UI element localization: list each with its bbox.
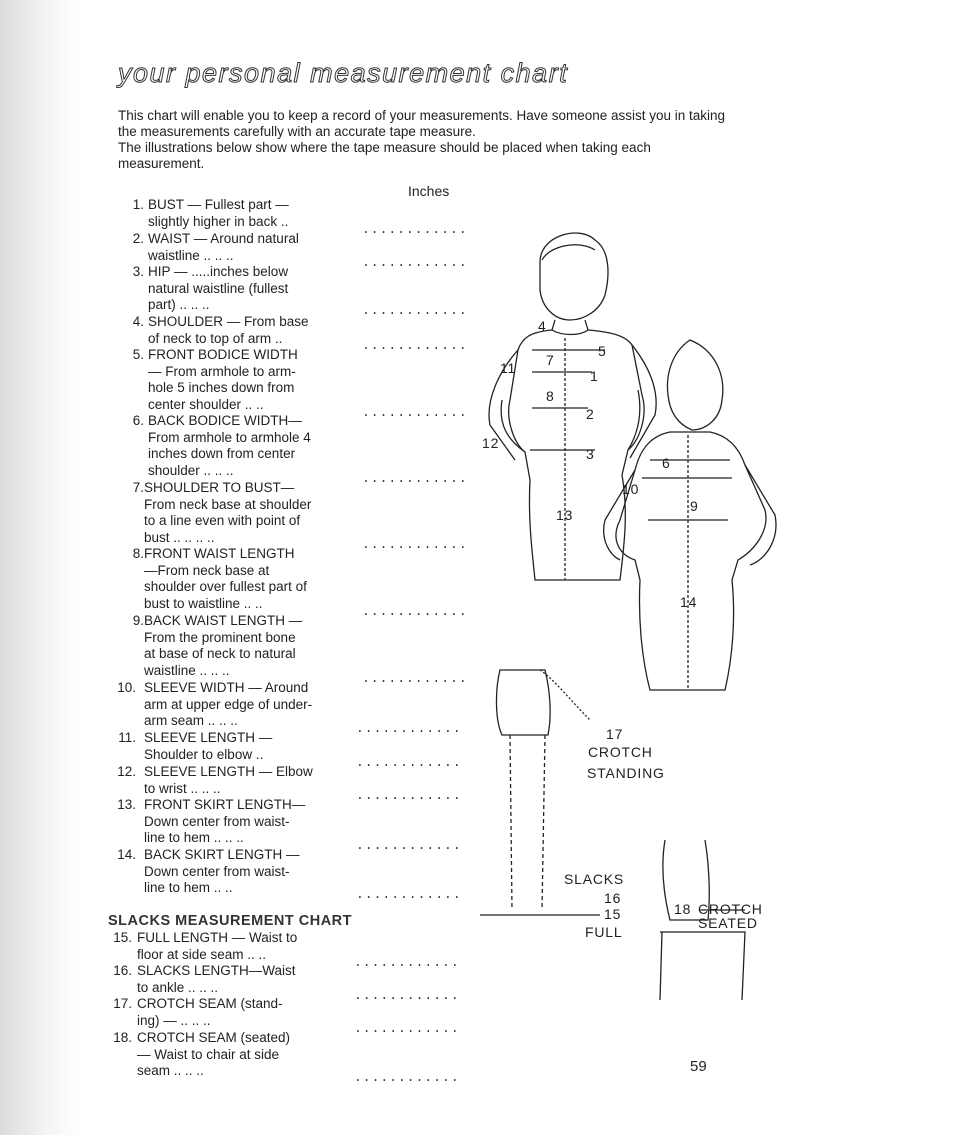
measurement-label: SHOULDER TO BUST— From neck base at shoulder to a line even with point of bust .. .. .. .. <box>144 480 312 545</box>
measurement-number: 15. <box>113 930 132 945</box>
full-label: FULL <box>585 924 623 940</box>
measurement-number: 2. <box>132 231 144 246</box>
measurement-label: SLEEVE LENGTH — Shoulder to elbow .. <box>144 730 273 762</box>
figure-number-4: 4 <box>538 318 547 334</box>
crotch-standing-label-1: CROTCH <box>588 744 653 760</box>
figure-number-18: 18 <box>674 901 692 917</box>
measurement-number: 18. <box>113 1030 132 1045</box>
measurement-entry-blank[interactable]: ............ <box>356 838 462 853</box>
figure-number-7: 7 <box>546 352 555 368</box>
figure-number-5: 5 <box>598 343 607 359</box>
measurement-label: SLACKS LENGTH—Waist to ankle .. .. .. <box>137 963 296 995</box>
figure-number-9: 9 <box>690 498 699 514</box>
measurement-number: 3. <box>132 264 144 279</box>
page-number: 59 <box>690 1058 707 1075</box>
measurement-label: BACK SKIRT LENGTH — Down center from waist- line to hem .. .. <box>144 847 300 896</box>
measurement-entry-blank[interactable]: ............ <box>362 338 468 353</box>
intro-paragraph-1: This chart will enable you to keep a record of your measurements. Have someone assist you in taking the measurements carefully with an accurate tape measure. <box>118 108 726 139</box>
measurement-number: 12. <box>117 764 136 779</box>
figure-number-6: 6 <box>662 455 671 471</box>
measurement-entry-blank[interactable]: ............ <box>362 222 468 237</box>
measurement-label: BACK WAIST LENGTH — From the prominent bone at base of neck to natural waistline .. .. .. <box>144 613 303 678</box>
front-figure <box>489 233 656 580</box>
measurement-entry-blank[interactable]: ............ <box>362 471 468 486</box>
crotch-seated-label-2: SEATED <box>698 915 758 931</box>
figure-number-8: 8 <box>546 388 555 404</box>
measurement-number: 11. <box>118 730 136 745</box>
measurement-label: FRONT SKIRT LENGTH— Down center from waist- line to hem .. .. .. <box>144 797 306 846</box>
measurement-entry-blank[interactable]: ............ <box>354 1070 460 1085</box>
figure-number-2: 2 <box>586 406 595 422</box>
figure-number-11: 11 <box>500 360 517 376</box>
crotch-seated-label-1: CROTCH <box>698 901 763 917</box>
measurement-entry-blank[interactable]: ............ <box>362 303 468 318</box>
measurement-entry-blank[interactable]: ............ <box>362 405 468 420</box>
measurement-label: SLEEVE WIDTH — Around arm at upper edge of under- arm seam .. .. .. <box>144 680 313 729</box>
measurement-label: SHOULDER — From base of neck to top of arm .. <box>148 314 309 346</box>
measurement-entry-blank[interactable]: ............ <box>354 955 460 970</box>
measurement-label: BUST — Fullest part — slightly higher in back .. <box>148 197 289 229</box>
measurement-number: 17. <box>113 996 132 1011</box>
figure-number-1: 1 <box>590 368 599 384</box>
figure-number-16: 16 <box>604 890 622 906</box>
slacks-section-header: SLACKS MEASUREMENT CHART <box>108 913 352 929</box>
measurement-number: 16. <box>113 963 132 978</box>
scan-edge-shadow <box>0 0 78 1135</box>
measurement-entry-blank[interactable]: ............ <box>362 255 468 270</box>
measurement-entry-blank[interactable]: ............ <box>362 671 468 686</box>
measurement-entry-blank[interactable]: ............ <box>362 604 468 619</box>
measurement-number: 10. <box>117 680 136 695</box>
measurement-label: CROTCH SEAM (stand- ing) — .. .. .. <box>137 996 283 1028</box>
measurement-number: 8. <box>132 546 144 561</box>
measurement-number: 7. <box>132 480 144 495</box>
figure-number-15: 15 <box>604 906 622 922</box>
measurement-number: 9. <box>132 613 144 628</box>
figure-number-3: 3 <box>586 446 595 462</box>
measurement-entry-blank[interactable]: ............ <box>356 788 462 803</box>
measurement-entry-blank[interactable]: ............ <box>354 988 460 1003</box>
measurement-entry-blank[interactable]: ............ <box>362 537 468 552</box>
measurement-number: 13. <box>117 797 136 812</box>
inches-column-header: Inches <box>408 183 450 199</box>
measurement-label: CROTCH SEAM (seated) — Waist to chair at side seam .. .. .. <box>137 1030 291 1079</box>
measurement-label: SLEEVE LENGTH — Elbow to wrist .. .. .. <box>144 764 313 796</box>
measurement-label: FULL LENGTH — Waist to floor at side seam .. .. <box>137 930 298 962</box>
measurement-label: HIP — .....inches below natural waistline (fullest part) .. .. .. <box>148 264 289 313</box>
page-title: your personal measurement chart <box>118 58 569 88</box>
figure-number-13: 13 <box>556 507 574 523</box>
crotch-standing-label-2: STANDING <box>587 765 665 781</box>
figure-number-10: 10 <box>622 481 640 497</box>
measurement-number: 5. <box>132 347 144 362</box>
measurement-label: BACK BODICE WIDTH— From armhole to armhole 4 inches down from center shoulder .. .. .. <box>148 413 311 478</box>
intro-paragraph-2: The illustrations below show where the tape measure should be placed when taking each measurement. <box>118 140 651 171</box>
measurement-number: 1. <box>132 197 144 212</box>
measurement-entry-blank[interactable]: ............ <box>356 721 462 736</box>
measurement-entry-blank[interactable]: ............ <box>354 1021 460 1036</box>
measurement-label: FRONT WAIST LENGTH —From neck base at shoulder over fullest part of bust to waistline .. .. <box>144 546 307 611</box>
measurement-entry-blank[interactable]: ............ <box>356 755 462 770</box>
measurement-label: WAIST — Around natural waistline .. .. .. <box>148 231 299 263</box>
figure-number-17: 17 <box>606 726 624 742</box>
slacks-label: SLACKS <box>564 871 625 887</box>
figure-number-12: 12 <box>482 435 500 451</box>
measurement-label: FRONT BODICE WIDTH — From armhole to arm- hole 5 inches down from center shoulder .. .. <box>148 347 298 412</box>
measurement-entry-blank[interactable]: ............ <box>356 887 462 902</box>
measurement-number: 6. <box>132 413 144 428</box>
measurement-number: 4. <box>132 314 144 329</box>
measurement-number: 14. <box>117 847 136 862</box>
back-figure <box>604 340 776 690</box>
figure-number-14: 14 <box>680 594 698 610</box>
